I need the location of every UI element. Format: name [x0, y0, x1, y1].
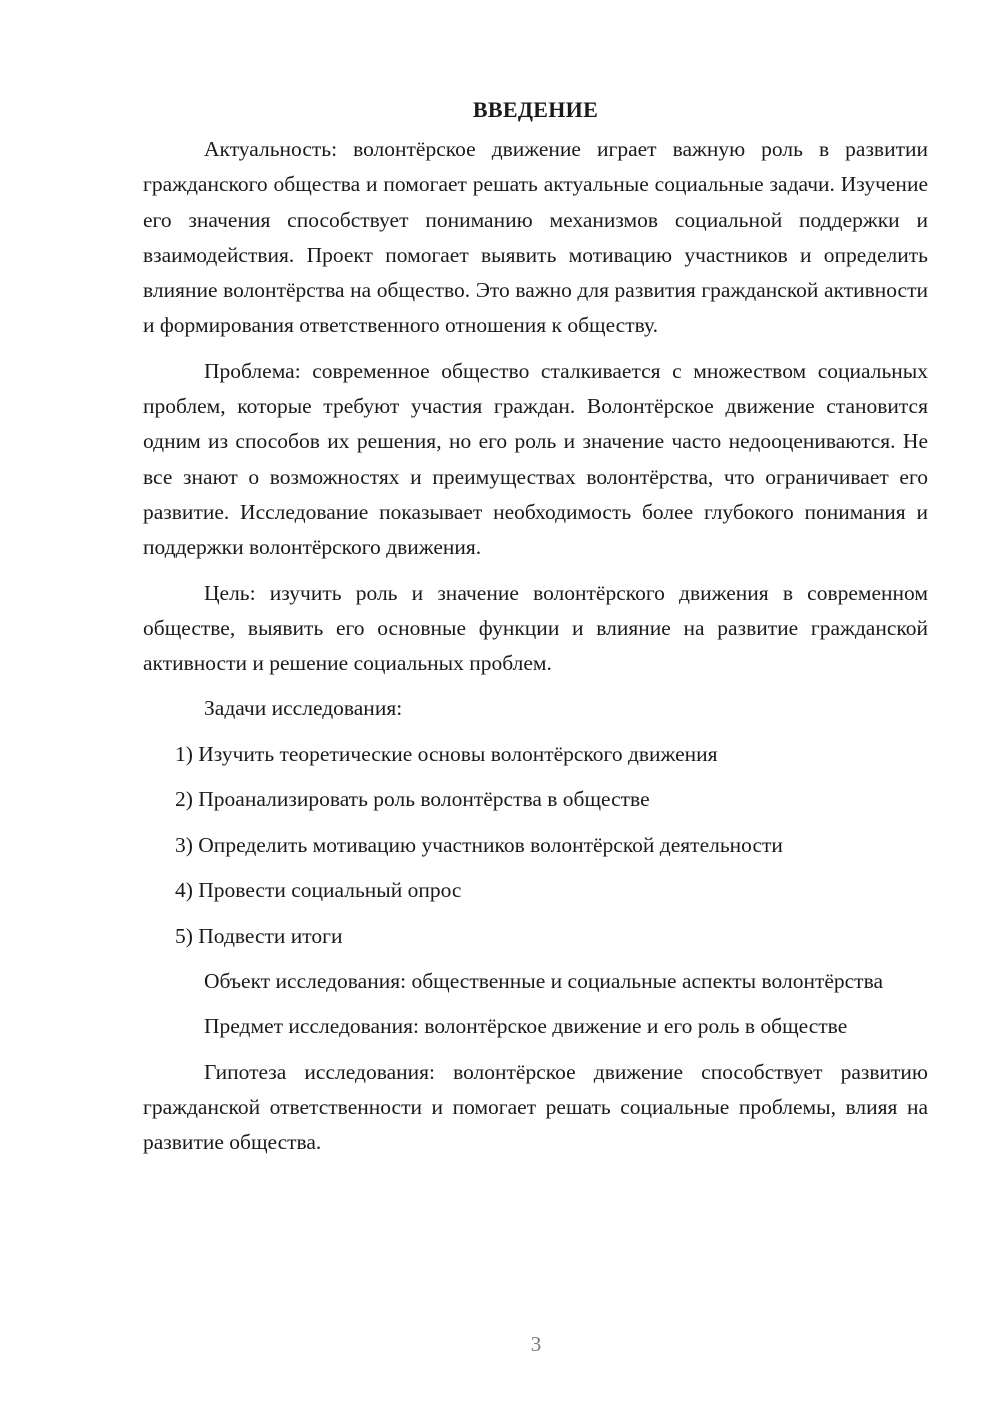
list-item: 5) Подвести итоги — [175, 923, 343, 948]
page-title: ВВЕДЕНИЕ — [472, 97, 599, 122]
page-number: 3 — [530, 1332, 542, 1356]
problem-paragraph: Проблема: современное общество сталкивается с множеством социальных проблем, которые требуют участия граждан. Волонтёрское движение становится одним из способов их решения, но его роль и значение часто недооцениваются. Не все знают о возможностях и преимуществах волонтёрства, что ограничивает его развитие. Исследование показывает необходимость более глубокого понимания и поддержки волонтёрского движения. — [143, 358, 928, 560]
relevance-paragraph: Актуальность: волонтёрское движение играет важную роль в развитии гражданского общества и помогает решать актуальные социальные задачи. Изучение его значения способствует пониманию механизмов социальной поддержки и взаимодействия. Проект помогает выявить мотивацию участников и определить влияние волонтёрства на общество. Это важно для развития гражданской активности и формирования ответственного отношения к обществу. — [143, 137, 928, 338]
list-item: 3) Определить мотивацию участников волонтёрской деятельности — [175, 832, 783, 857]
list-item: 4) Провести социальный опрос — [175, 878, 462, 903]
subject-paragraph: Предмет исследования: волонтёрское движение и его роль в обществе — [204, 1014, 848, 1039]
list-item: 2) Проанализировать роль волонтёрства в обществе — [175, 787, 650, 812]
tasks-list — [143, 737, 928, 954]
goal-paragraph: Цель: изучить роль и значение волонтёрского движения в современном обществе, выявить его основные функции и влияние на развитие гражданской активности и решение социальных проблем. — [143, 580, 928, 676]
list-item: 1) Изучить теоретические основы волонтёрского движения — [175, 741, 718, 766]
hypothesis-paragraph: Гипотеза исследования: волонтёрское движение способствует развитию гражданской ответственности и помогает решать социальные проблемы, влияя на развитие общества. — [143, 1059, 928, 1155]
object-paragraph: Объект исследования: общественные и социальные аспекты волонтёрства — [204, 969, 883, 994]
tasks-heading: Задачи исследования: — [204, 696, 403, 721]
document-page — [143, 92, 928, 1171]
